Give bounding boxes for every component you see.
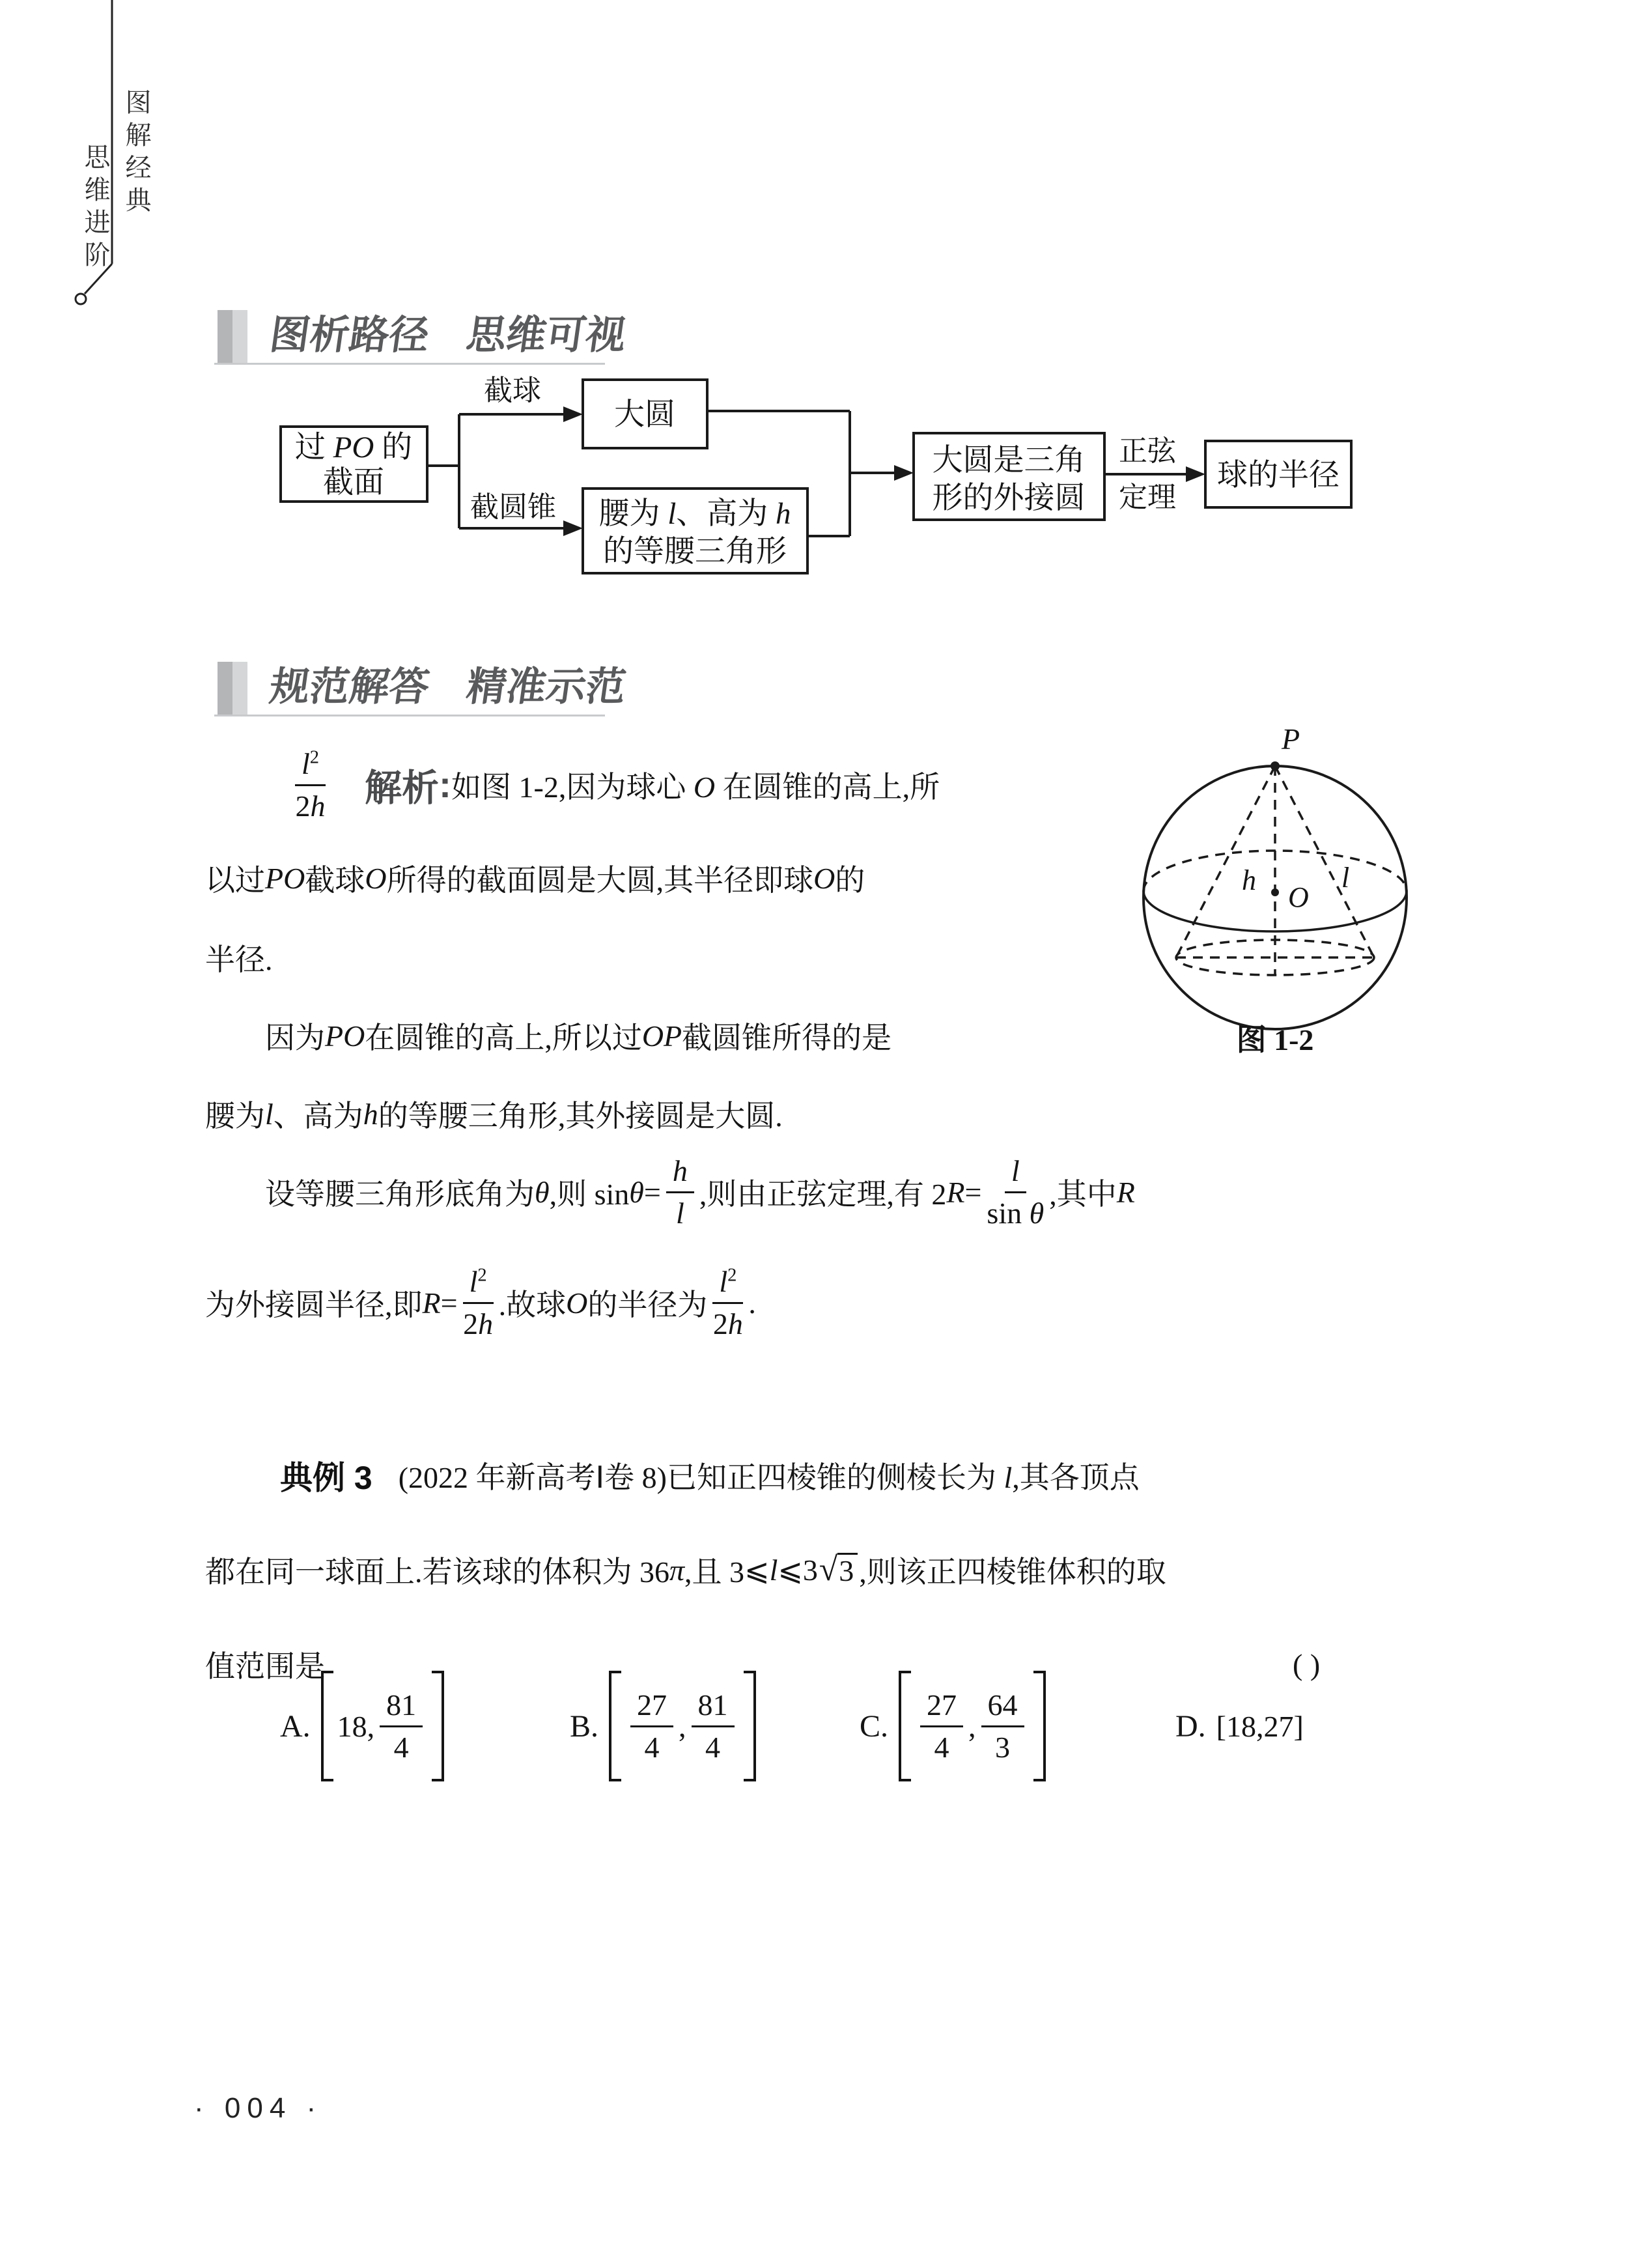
section2-underline (214, 715, 605, 716)
flowchart (247, 358, 1381, 632)
option-C (860, 1671, 1046, 1781)
line-end-circle-icon (76, 294, 86, 304)
flowchart-box-section-line1: 过 PO 的 (294, 431, 413, 464)
sidebar-series-title: 图解经典 (122, 89, 150, 219)
example-line1 (280, 1428, 1140, 1522)
left-bracket (899, 1671, 911, 1781)
label-o: O (1288, 881, 1309, 913)
flowchart-label-sine-line2: 定理 (1119, 481, 1176, 513)
right-bracket (432, 1671, 444, 1781)
flowchart-box-section-line2: 截面 (323, 466, 384, 500)
options-row (0, 1671, 1628, 1781)
solution-line6: 设等腰三角形底角为 θ ,则 sin θ = $\frac{h}{l}$ ,则由正弦定理,有 2 R = $\frac{l}{\text{sin θ}}$ ,其中 R (265, 1154, 1135, 1230)
solution-line2: 以过 PO 截球 O 所得的截面圆是大圆,其半径即球 O 的 (205, 861, 865, 897)
figure-sphere-cone (1133, 716, 1446, 1107)
solution-line4: 因为 PO 在圆锥的高上,所以过 OP 截圆锥所得的是 (265, 1019, 892, 1055)
flowchart-box-great-circle-label: 大圆 (614, 398, 675, 432)
fraction: $\frac{h}{l}$ (666, 1154, 694, 1230)
fraction: $\frac{81}{4}$ (380, 1688, 423, 1764)
fraction: $\frac{27}{4}$ (630, 1688, 673, 1764)
fraction: $\frac{l^2}{2h}$ (712, 1264, 743, 1340)
analysis-colon: : (439, 764, 452, 806)
section1-title (267, 307, 629, 362)
sidebar-series-subtitle: 思维进阶 (81, 143, 109, 274)
section1-title-part1: 图析路径 (267, 313, 432, 357)
fraction: $\frac{27}{4}$ (920, 1688, 963, 1764)
page-number: · 004 · (194, 2092, 323, 2124)
answer-parentheses: ( ) (1293, 1647, 1321, 1681)
answer-fraction (290, 747, 331, 823)
left-bracket (609, 1671, 621, 1781)
right-bracket (744, 1671, 756, 1781)
solution-line1 (290, 738, 940, 832)
option-letter: A. (280, 1708, 311, 1744)
option-D (1175, 1671, 1304, 1781)
flowchart-label-sine-line1: 正弦 (1119, 435, 1176, 467)
option-letter: B. (570, 1708, 599, 1744)
point-p-dot (1270, 761, 1280, 771)
solution-line3: 半径. (205, 943, 273, 976)
flowchart-box-triangle-line2: 的等腰三角形 (603, 535, 787, 569)
option-letter: D. (1175, 1708, 1206, 1744)
section2-title-part2: 精准示范 (464, 664, 629, 709)
figure-caption: 图 1-2 (1236, 1023, 1314, 1056)
solution-line7: 为外接圆半径,即 R = $\frac{l^2}{2h}$ .故球 O 的半径为 $\frac{l^2}{2h}$ . (205, 1264, 756, 1340)
section1-title-part2: 思维可视 (464, 313, 629, 357)
label-h: h (1242, 864, 1256, 896)
sqrt-radical: √ 3 (819, 1553, 858, 1587)
fraction: $\frac{l^2}{2h}$ (463, 1264, 494, 1340)
option-value: $\frac{27}{4}$ , $\frac{81}{4}$ (625, 1688, 740, 1764)
label-l: l (1341, 862, 1350, 894)
section2-accent-bar (218, 662, 247, 716)
solution-line1-text: 如图 1-2,因为球心 O 在圆锥的高上,所 (451, 771, 940, 804)
flowchart-label-cut-sphere: 截球 (484, 375, 541, 406)
example-line2: 都在同一球面上.若该球的体积为 36 π ,且 3 ⩽ l ⩽ 3 √ 3 ,则该正四棱锥体积的取 (205, 1551, 1166, 1589)
analysis-label: 解析 (365, 767, 440, 809)
option-value: 18, $\frac{81}{4}$ (337, 1688, 428, 1764)
flowchart-label-cut-cone: 截圆锥 (470, 491, 556, 523)
flowchart-box-triangle-line1: 腰为 l、高为 h (598, 497, 791, 531)
option-B (570, 1671, 756, 1781)
flowchart-box-radius-label: 球的半径 (1217, 459, 1340, 492)
option-value: $\frac{27}{4}$ , $\frac{64}{3}$ (915, 1688, 1030, 1764)
left-bracket (321, 1671, 333, 1781)
option-value: [18,27] (1216, 1709, 1304, 1743)
label-p: P (1282, 722, 1300, 756)
fraction: $\frac{l}{\text{sin θ}}$ (987, 1154, 1045, 1230)
section2-title-part1: 规范解答 (267, 664, 432, 709)
fraction: $\frac{81}{4}$ (692, 1688, 735, 1764)
right-bracket (1033, 1671, 1046, 1781)
section2-title (267, 659, 629, 714)
section1-accent-bar (218, 310, 247, 365)
option-A (280, 1671, 444, 1781)
option-letter: C. (860, 1708, 889, 1744)
example-line3-text: 值范围是 (205, 1650, 325, 1683)
flowchart-box-circumcircle-line1: 大圆是三角 (932, 444, 1086, 477)
flowchart-box-circumcircle-line2: 形的外接圆 (932, 481, 1086, 515)
solution-line5: 腰为 l 、高为 h 的等腰三角形,其外接圆是大圆. (205, 1097, 783, 1133)
example-label: 典例 3 (280, 1460, 372, 1496)
fraction: $\frac{64}{3}$ (981, 1688, 1024, 1764)
example-line1-text: (2022 年新高考Ⅰ卷 8)已知正四棱锥的侧棱长为 l,其各顶点 (398, 1460, 1140, 1495)
fraction: $\frac{l^2}{2h}$ (295, 746, 326, 823)
point-o-dot (1271, 888, 1279, 896)
